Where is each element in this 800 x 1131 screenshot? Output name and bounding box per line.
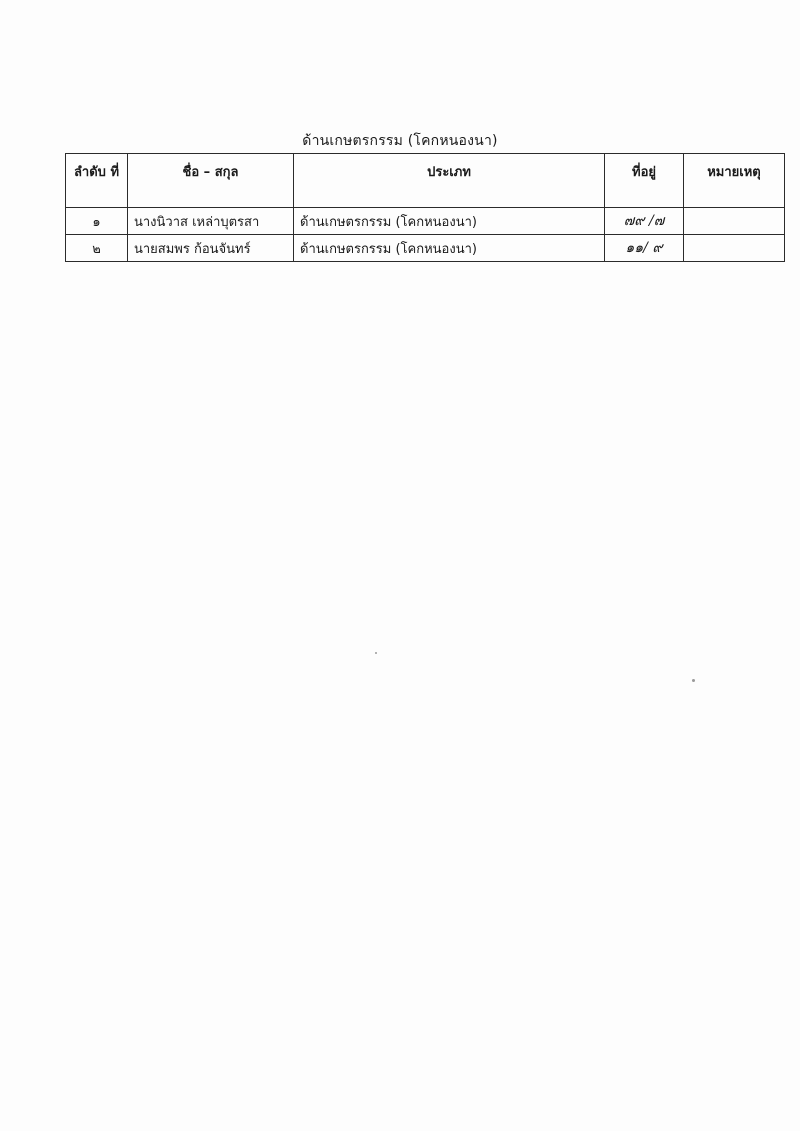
- document-title: ด้านเกษตรกรรม (โคกหนองนา): [302, 133, 498, 149]
- row-name: นางนิวาส เหล่าบุตรสา: [128, 208, 294, 235]
- row-address: ๗๙ /๗: [605, 208, 684, 235]
- row-address: ๑๑/ ๙: [605, 235, 684, 262]
- row-name: นายสมพร ก้อนจันทร์: [128, 235, 294, 262]
- header-address: ที่อยู่: [605, 154, 684, 208]
- header-row: [66, 154, 785, 208]
- scan-speck: [375, 652, 377, 654]
- row-type: ด้านเกษตรกรรม (โคกหนองนา): [294, 208, 605, 235]
- header-remark: หมายเหตุ: [684, 154, 785, 208]
- table-body: [66, 208, 785, 262]
- table-row: [66, 208, 785, 235]
- scan-speck: [692, 679, 695, 682]
- row-type: ด้านเกษตรกรรม (โคกหนองนา): [294, 235, 605, 262]
- row-no: ๒: [66, 235, 128, 262]
- header-name: ชื่อ – สกุล: [128, 154, 294, 208]
- row-remark: [684, 208, 785, 235]
- table-row: [66, 235, 785, 262]
- roster-table: [65, 153, 785, 262]
- table-header: [66, 154, 785, 208]
- row-remark: [684, 235, 785, 262]
- row-no: ๑: [66, 208, 128, 235]
- header-type: ประเภท: [294, 154, 605, 208]
- header-no: ลำดับ ที่: [66, 154, 128, 208]
